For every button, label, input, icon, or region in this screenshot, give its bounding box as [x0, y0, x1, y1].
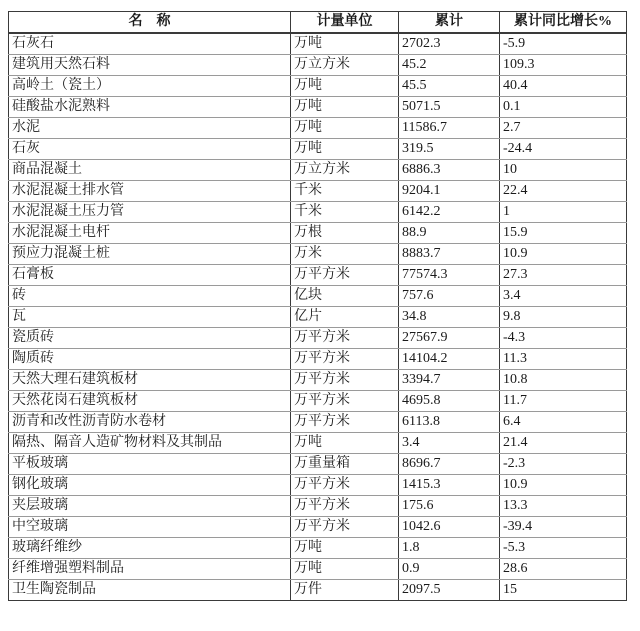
cumulative-cell: 4695.8	[399, 391, 500, 412]
cumulative-cell: 34.8	[399, 307, 500, 328]
product-name-cell: 水泥混凝土压力管	[9, 202, 291, 223]
unit-cell: 万平方米	[291, 517, 399, 538]
yoy-growth-cell: 10.8	[500, 370, 627, 391]
cumulative-cell: 45.2	[399, 55, 500, 76]
yoy-growth-cell: -2.3	[500, 454, 627, 475]
product-name-cell: 砖	[9, 286, 291, 307]
table-row	[9, 244, 627, 265]
product-name-cell: 天然花岗石建筑板材	[9, 391, 291, 412]
product-name-cell: 玻璃纤维纱	[9, 538, 291, 559]
building-materials-stats-table	[8, 11, 627, 601]
yoy-growth-cell: 2.7	[500, 118, 627, 139]
table-row	[9, 139, 627, 160]
product-name-cell: 纤维增强塑料制品	[9, 559, 291, 580]
product-name-cell: 沥青和改性沥青防水卷材	[9, 412, 291, 433]
table-row	[9, 33, 627, 55]
product-name-cell: 陶质砖	[9, 349, 291, 370]
table-row	[9, 580, 627, 601]
unit-cell: 万平方米	[291, 496, 399, 517]
cumulative-cell: 1042.6	[399, 517, 500, 538]
table-row	[9, 202, 627, 223]
unit-cell: 万平方米	[291, 391, 399, 412]
cumulative-cell: 3394.7	[399, 370, 500, 391]
table-row	[9, 265, 627, 286]
product-name-cell: 石灰	[9, 139, 291, 160]
table-row	[9, 118, 627, 139]
product-name-cell: 建筑用天然石料	[9, 55, 291, 76]
cumulative-cell: 319.5	[399, 139, 500, 160]
unit-cell: 万平方米	[291, 349, 399, 370]
cumulative-cell: 1.8	[399, 538, 500, 559]
product-name-cell: 钢化玻璃	[9, 475, 291, 496]
yoy-growth-cell: 3.4	[500, 286, 627, 307]
cumulative-cell: 77574.3	[399, 265, 500, 286]
yoy-growth-cell: 11.7	[500, 391, 627, 412]
cumulative-cell: 8883.7	[399, 244, 500, 265]
table-row	[9, 76, 627, 97]
unit-cell: 千米	[291, 202, 399, 223]
unit-cell: 万吨	[291, 139, 399, 160]
unit-cell: 亿块	[291, 286, 399, 307]
unit-cell: 万立方米	[291, 160, 399, 181]
product-name-cell: 石膏板	[9, 265, 291, 286]
unit-cell: 万立方米	[291, 55, 399, 76]
cumulative-cell: 11586.7	[399, 118, 500, 139]
yoy-growth-cell: 10.9	[500, 475, 627, 496]
cumulative-cell: 27567.9	[399, 328, 500, 349]
yoy-growth-cell: 15.9	[500, 223, 627, 244]
yoy-growth-cell: 28.6	[500, 559, 627, 580]
cumulative-cell: 0.9	[399, 559, 500, 580]
product-name-cell: 商品混凝土	[9, 160, 291, 181]
cumulative-cell: 1415.3	[399, 475, 500, 496]
unit-cell: 万吨	[291, 433, 399, 454]
table-row	[9, 160, 627, 181]
unit-cell: 万平方米	[291, 328, 399, 349]
cumulative-cell: 6113.8	[399, 412, 500, 433]
table-row	[9, 559, 627, 580]
yoy-growth-cell: -39.4	[500, 517, 627, 538]
product-name-cell: 夹层玻璃	[9, 496, 291, 517]
yoy-growth-cell: 15	[500, 580, 627, 601]
yoy-growth-cell: 13.3	[500, 496, 627, 517]
yoy-growth-cell: 0.1	[500, 97, 627, 118]
yoy-growth-cell: -24.4	[500, 139, 627, 160]
table-row	[9, 55, 627, 76]
unit-cell: 万平方米	[291, 412, 399, 433]
table-row	[9, 370, 627, 391]
yoy-growth-cell: -5.9	[500, 33, 627, 55]
table-row	[9, 286, 627, 307]
header-cumulative: 累计	[399, 12, 500, 34]
unit-cell: 万重量箱	[291, 454, 399, 475]
cumulative-cell: 3.4	[399, 433, 500, 454]
yoy-growth-cell: 109.3	[500, 55, 627, 76]
unit-cell: 万平方米	[291, 475, 399, 496]
yoy-growth-cell: 27.3	[500, 265, 627, 286]
product-name-cell: 水泥混凝土电杆	[9, 223, 291, 244]
unit-cell: 亿片	[291, 307, 399, 328]
unit-cell: 万平方米	[291, 370, 399, 391]
unit-cell: 万米	[291, 244, 399, 265]
yoy-growth-cell: 10	[500, 160, 627, 181]
header-row	[9, 12, 627, 34]
table-row	[9, 475, 627, 496]
unit-cell: 万根	[291, 223, 399, 244]
table-row	[9, 223, 627, 244]
yoy-growth-cell: 1	[500, 202, 627, 223]
yoy-growth-cell: -5.3	[500, 538, 627, 559]
table-row	[9, 454, 627, 475]
product-name-cell: 水泥	[9, 118, 291, 139]
unit-cell: 万件	[291, 580, 399, 601]
yoy-growth-cell: 9.8	[500, 307, 627, 328]
product-name-cell: 隔热、隔音人造矿物材料及其制品	[9, 433, 291, 454]
cumulative-cell: 5071.5	[399, 97, 500, 118]
header-unit: 计量单位	[291, 12, 399, 34]
product-name-cell: 卫生陶瓷制品	[9, 580, 291, 601]
unit-cell: 万吨	[291, 538, 399, 559]
yoy-growth-cell: -4.3	[500, 328, 627, 349]
product-name-cell: 中空玻璃	[9, 517, 291, 538]
table-row	[9, 97, 627, 118]
cumulative-cell: 6886.3	[399, 160, 500, 181]
cumulative-cell: 88.9	[399, 223, 500, 244]
unit-cell: 万吨	[291, 559, 399, 580]
table-row	[9, 412, 627, 433]
cumulative-cell: 14104.2	[399, 349, 500, 370]
table-row	[9, 349, 627, 370]
yoy-growth-cell: 11.3	[500, 349, 627, 370]
cumulative-cell: 8696.7	[399, 454, 500, 475]
product-name-cell: 硅酸盐水泥熟料	[9, 97, 291, 118]
cumulative-cell: 2097.5	[399, 580, 500, 601]
unit-cell: 千米	[291, 181, 399, 202]
cumulative-cell: 2702.3	[399, 33, 500, 55]
table-row	[9, 391, 627, 412]
yoy-growth-cell: 10.9	[500, 244, 627, 265]
yoy-growth-cell: 22.4	[500, 181, 627, 202]
product-name-cell: 高岭土（瓷土）	[9, 76, 291, 97]
product-name-cell: 平板玻璃	[9, 454, 291, 475]
cumulative-cell: 45.5	[399, 76, 500, 97]
cumulative-cell: 757.6	[399, 286, 500, 307]
yoy-growth-cell: 21.4	[500, 433, 627, 454]
table-row	[9, 496, 627, 517]
unit-cell: 万平方米	[291, 265, 399, 286]
header-yoy-growth: 累计同比增长%	[500, 12, 627, 34]
cumulative-cell: 9204.1	[399, 181, 500, 202]
cumulative-cell: 6142.2	[399, 202, 500, 223]
table-row	[9, 307, 627, 328]
unit-cell: 万吨	[291, 97, 399, 118]
table-row	[9, 181, 627, 202]
table-row	[9, 538, 627, 559]
unit-cell: 万吨	[291, 118, 399, 139]
cumulative-cell: 175.6	[399, 496, 500, 517]
header-product-name: 名 称	[9, 12, 291, 34]
product-name-cell: 天然大理石建筑板材	[9, 370, 291, 391]
table-row	[9, 517, 627, 538]
unit-cell: 万吨	[291, 76, 399, 97]
product-name-cell: 瓷质砖	[9, 328, 291, 349]
yoy-growth-cell: 40.4	[500, 76, 627, 97]
product-name-cell: 预应力混凝土桩	[9, 244, 291, 265]
table-row	[9, 328, 627, 349]
product-name-cell: 水泥混凝土排水管	[9, 181, 291, 202]
product-name-cell: 石灰石	[9, 33, 291, 55]
yoy-growth-cell: 6.4	[500, 412, 627, 433]
product-name-cell: 瓦	[9, 307, 291, 328]
unit-cell: 万吨	[291, 33, 399, 55]
table-row	[9, 433, 627, 454]
